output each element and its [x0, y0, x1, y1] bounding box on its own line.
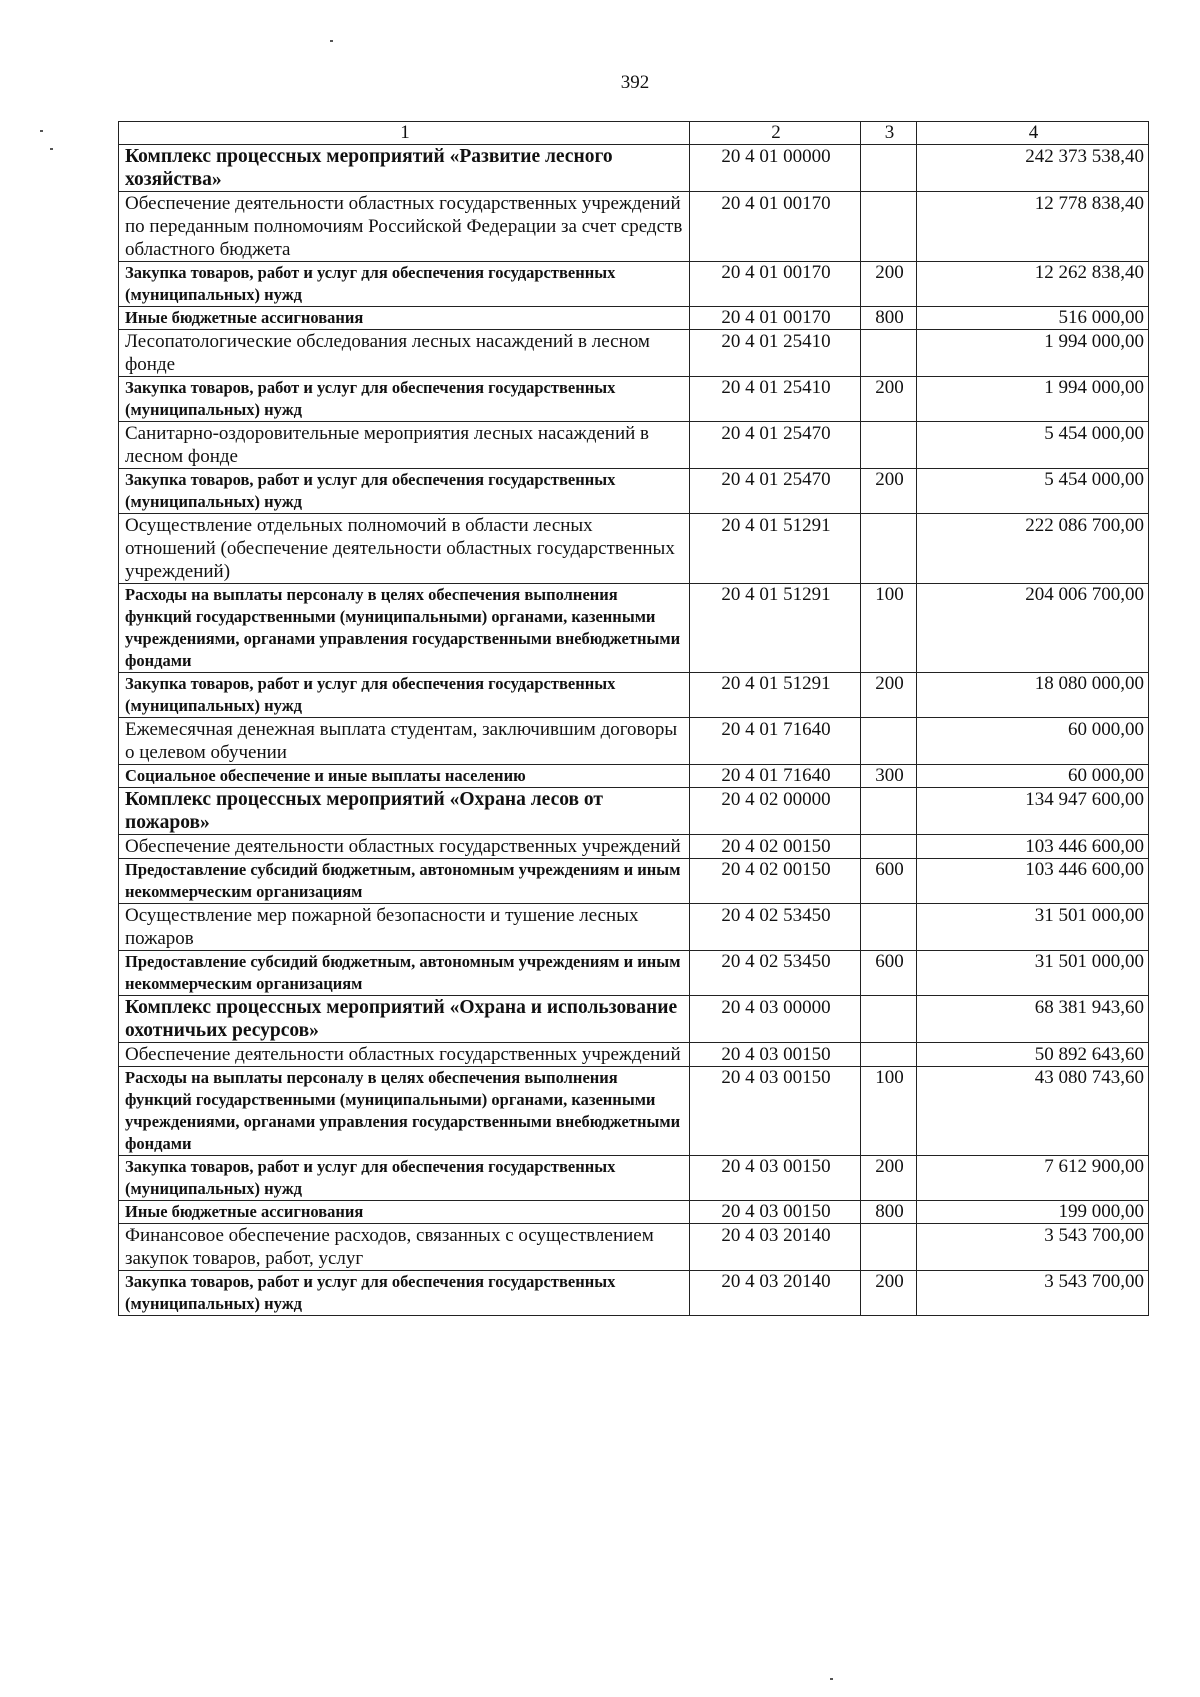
row-sum-cell: 7 612 900,00: [917, 1156, 1149, 1201]
table-row: [119, 1224, 1149, 1271]
table-row: [119, 1156, 1149, 1201]
row-sum-cell: 3 543 700,00: [917, 1271, 1149, 1316]
row-code-cell: 20 4 01 71640: [690, 765, 861, 788]
table-row: [119, 469, 1149, 514]
row-kvr-cell: [861, 192, 917, 262]
row-name-cell: Финансовое обеспечение расходов, связанных с осуществлением закупок товаров, работ, услуг: [119, 1224, 690, 1271]
row-kvr-cell: [861, 996, 917, 1043]
table-row: [119, 1271, 1149, 1316]
row-name-cell: Социальное обеспечение и иные выплаты населению: [119, 765, 690, 788]
table-row: [119, 330, 1149, 377]
row-name-cell: Обеспечение деятельности областных государственных учреждений по переданным полномочиям Российской Федерации за счет средств областного бюджета: [119, 192, 690, 262]
row-name-cell: Обеспечение деятельности областных государственных учреждений: [119, 835, 690, 859]
row-kvr-cell: 200: [861, 1156, 917, 1201]
row-kvr-cell: 600: [861, 859, 917, 904]
row-name-cell: Комплекс процессных мероприятий «Охрана и использование охотничьих ресурсов»: [119, 996, 690, 1043]
row-sum-cell: 60 000,00: [917, 718, 1149, 765]
row-sum-cell: 199 000,00: [917, 1201, 1149, 1224]
table-row: [119, 765, 1149, 788]
row-sum-cell: 222 086 700,00: [917, 514, 1149, 584]
row-sum-cell: 50 892 643,60: [917, 1043, 1149, 1067]
row-sum-cell: 103 446 600,00: [917, 835, 1149, 859]
row-kvr-cell: 100: [861, 584, 917, 673]
row-kvr-cell: 800: [861, 307, 917, 330]
row-code-cell: 20 4 02 00150: [690, 859, 861, 904]
table-row: [119, 996, 1149, 1043]
row-kvr-cell: 800: [861, 1201, 917, 1224]
row-name-cell: Осуществление отдельных полномочий в области лесных отношений (обеспечение деятельности областных государственных учреждений): [119, 514, 690, 584]
row-kvr-cell: 100: [861, 1067, 917, 1156]
table-row: [119, 859, 1149, 904]
table-row: [119, 1201, 1149, 1224]
row-code-cell: 20 4 03 00000: [690, 996, 861, 1043]
row-name-cell: Расходы на выплаты персоналу в целях обеспечения выполнения функций государственными (муниципальными) органами, казенными учреждениями, органами управления государственными внебюджетными фондами: [119, 1067, 690, 1156]
row-code-cell: 20 4 01 51291: [690, 514, 861, 584]
row-code-cell: 20 4 03 00150: [690, 1067, 861, 1156]
row-kvr-cell: 300: [861, 765, 917, 788]
row-kvr-cell: [861, 718, 917, 765]
row-kvr-cell: [861, 1224, 917, 1271]
row-name-cell: Закупка товаров, работ и услуг для обеспечения государственных (муниципальных) нужд: [119, 469, 690, 514]
budget-table: [118, 121, 1149, 1316]
row-name-cell: Закупка товаров, работ и услуг для обеспечения государственных (муниципальных) нужд: [119, 673, 690, 718]
row-kvr-cell: [861, 835, 917, 859]
row-kvr-cell: 200: [861, 469, 917, 514]
row-code-cell: 20 4 01 00170: [690, 262, 861, 307]
table-row: [119, 1043, 1149, 1067]
row-name-cell: Комплекс процессных мероприятий «Развитие лесного хозяйства»: [119, 145, 690, 192]
row-code-cell: 20 4 03 00150: [690, 1043, 861, 1067]
row-name-cell: Закупка товаров, работ и услуг для обеспечения государственных (муниципальных) нужд: [119, 1156, 690, 1201]
row-sum-cell: 5 454 000,00: [917, 422, 1149, 469]
table-row: [119, 145, 1149, 192]
row-sum-cell: 1 994 000,00: [917, 330, 1149, 377]
row-sum-cell: 5 454 000,00: [917, 469, 1149, 514]
row-code-cell: 20 4 02 00000: [690, 788, 861, 835]
row-sum-cell: 1 994 000,00: [917, 377, 1149, 422]
row-code-cell: 20 4 01 25470: [690, 422, 861, 469]
row-kvr-cell: 200: [861, 1271, 917, 1316]
header-col-3: 3: [861, 122, 917, 145]
row-kvr-cell: 200: [861, 377, 917, 422]
row-code-cell: 20 4 01 51291: [690, 584, 861, 673]
table-row: [119, 788, 1149, 835]
row-code-cell: 20 4 02 53450: [690, 951, 861, 996]
row-kvr-cell: [861, 788, 917, 835]
row-name-cell: Обеспечение деятельности областных государственных учреждений: [119, 1043, 690, 1067]
row-kvr-cell: 200: [861, 262, 917, 307]
row-name-cell: Осуществление мер пожарной безопасности и тушение лесных пожаров: [119, 904, 690, 951]
table-row: [119, 951, 1149, 996]
row-name-cell: Предоставление субсидий бюджетным, автономным учреждениям и иным некоммерческим организациям: [119, 951, 690, 996]
row-code-cell: 20 4 03 00150: [690, 1156, 861, 1201]
table-header: [119, 122, 1149, 145]
row-name-cell: Иные бюджетные ассигнования: [119, 1201, 690, 1224]
row-sum-cell: 43 080 743,60: [917, 1067, 1149, 1156]
row-code-cell: 20 4 02 53450: [690, 904, 861, 951]
table-row: [119, 1067, 1149, 1156]
row-sum-cell: 68 381 943,60: [917, 996, 1149, 1043]
row-name-cell: Расходы на выплаты персоналу в целях обеспечения выполнения функций государственными (муниципальными) органами, казенными учреждениями, органами управления государственными внебюджетными фондами: [119, 584, 690, 673]
row-sum-cell: 103 446 600,00: [917, 859, 1149, 904]
table-row: [119, 904, 1149, 951]
table-row: [119, 673, 1149, 718]
row-code-cell: 20 4 03 00150: [690, 1201, 861, 1224]
row-code-cell: 20 4 01 00170: [690, 192, 861, 262]
row-name-cell: Ежемесячная денежная выплата студентам, заключившим договоры о целевом обучении: [119, 718, 690, 765]
row-kvr-cell: [861, 422, 917, 469]
row-code-cell: 20 4 01 51291: [690, 673, 861, 718]
row-sum-cell: 12 262 838,40: [917, 262, 1149, 307]
row-kvr-cell: [861, 145, 917, 192]
row-sum-cell: 516 000,00: [917, 307, 1149, 330]
table-row: [119, 514, 1149, 584]
row-code-cell: 20 4 01 25470: [690, 469, 861, 514]
row-sum-cell: 60 000,00: [917, 765, 1149, 788]
row-name-cell: Иные бюджетные ассигнования: [119, 307, 690, 330]
row-sum-cell: 134 947 600,00: [917, 788, 1149, 835]
row-sum-cell: 31 501 000,00: [917, 904, 1149, 951]
row-code-cell: 20 4 01 00170: [690, 307, 861, 330]
row-sum-cell: 242 373 538,40: [917, 145, 1149, 192]
row-name-cell: Предоставление субсидий бюджетным, автономным учреждениям и иным некоммерческим организациям: [119, 859, 690, 904]
table-row: [119, 307, 1149, 330]
table-row: [119, 584, 1149, 673]
row-name-cell: Лесопатологические обследования лесных насаждений в лесном фонде: [119, 330, 690, 377]
row-kvr-cell: [861, 1043, 917, 1067]
row-code-cell: 20 4 01 25410: [690, 330, 861, 377]
header-col-4: 4: [917, 122, 1149, 145]
row-name-cell: Закупка товаров, работ и услуг для обеспечения государственных (муниципальных) нужд: [119, 1271, 690, 1316]
row-code-cell: 20 4 03 20140: [690, 1224, 861, 1271]
row-sum-cell: 31 501 000,00: [917, 951, 1149, 996]
table-row: [119, 718, 1149, 765]
table-body: [119, 145, 1149, 1316]
row-kvr-cell: 200: [861, 673, 917, 718]
row-sum-cell: 204 006 700,00: [917, 584, 1149, 673]
row-kvr-cell: 600: [861, 951, 917, 996]
row-kvr-cell: [861, 330, 917, 377]
row-code-cell: 20 4 01 25410: [690, 377, 861, 422]
row-name-cell: Закупка товаров, работ и услуг для обеспечения государственных (муниципальных) нужд: [119, 262, 690, 307]
row-sum-cell: 3 543 700,00: [917, 1224, 1149, 1271]
row-name-cell: Закупка товаров, работ и услуг для обеспечения государственных (муниципальных) нужд: [119, 377, 690, 422]
row-code-cell: 20 4 03 20140: [690, 1271, 861, 1316]
row-code-cell: 20 4 01 00000: [690, 145, 861, 192]
row-kvr-cell: [861, 904, 917, 951]
page-number: 392: [620, 72, 650, 93]
table-row: [119, 422, 1149, 469]
row-code-cell: 20 4 01 71640: [690, 718, 861, 765]
row-kvr-cell: [861, 514, 917, 584]
row-name-cell: Санитарно-оздоровительные мероприятия лесных насаждений в лесном фонде: [119, 422, 690, 469]
header-col-1: 1: [119, 122, 690, 145]
row-code-cell: 20 4 02 00150: [690, 835, 861, 859]
row-name-cell: Комплекс процессных мероприятий «Охрана лесов от пожаров»: [119, 788, 690, 835]
row-sum-cell: 18 080 000,00: [917, 673, 1149, 718]
header-row: [119, 122, 1149, 145]
table-row: [119, 262, 1149, 307]
header-col-2: 2: [690, 122, 861, 145]
table-row: [119, 835, 1149, 859]
table-row: [119, 377, 1149, 422]
table-row: [119, 192, 1149, 262]
row-sum-cell: 12 778 838,40: [917, 192, 1149, 262]
